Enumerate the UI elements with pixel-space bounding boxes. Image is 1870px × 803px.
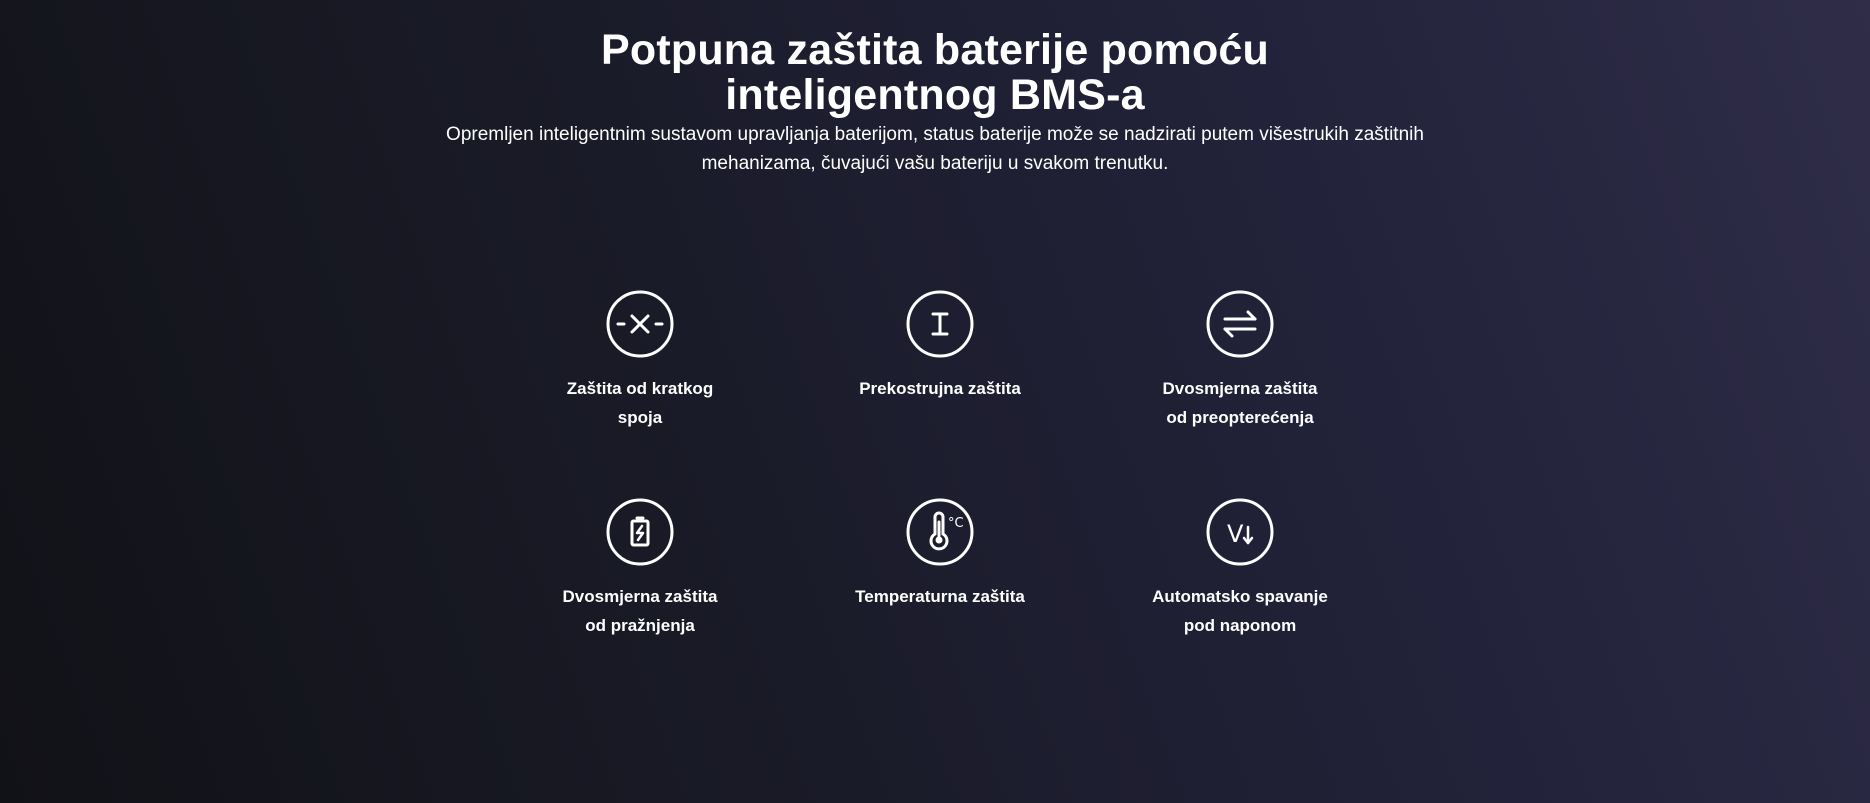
feature-discharge (510, 498, 770, 640)
overcurrent-icon (906, 290, 974, 358)
voltage-glyph: V (1227, 520, 1244, 548)
feature-temperature (810, 498, 1070, 611)
feature-label: Dvosmjerna zaštita od preopterećenja (1162, 379, 1318, 427)
bidirectional-arrows-icon (1206, 290, 1274, 358)
feature-label: Zaštita od kratkog spoja (566, 379, 714, 427)
feature-overload (1110, 290, 1370, 432)
feature-label: Temperaturna zaštita (855, 587, 1025, 606)
page-title: Potpuna zaštita baterije pomoću inteligentnog BMS-a (600, 26, 1270, 119)
voltage-down-icon (1206, 498, 1274, 566)
thermometer-icon (906, 498, 974, 566)
feature-overcurrent (810, 290, 1070, 403)
feature-label: Automatsko spavanje pod naponom (1152, 587, 1328, 635)
battery-charge-icon (606, 498, 674, 566)
temperature-unit: °C (948, 516, 964, 531)
feature-sleep (1110, 498, 1370, 640)
feature-label: Prekostrujna zaštita (859, 379, 1021, 398)
short-circuit-icon (606, 290, 674, 358)
feature-label: Dvosmjerna zaštita od pražnjenja (562, 587, 718, 635)
feature-short-circuit (510, 290, 770, 432)
page-subtitle: Opremljen inteligentnim sustavom upravljanja baterijom, status baterije može se nadzirati putem višestrukih zaštitnih mehanizama, čuvajući vašu bateriju u svakom trenutku. (446, 124, 1424, 174)
